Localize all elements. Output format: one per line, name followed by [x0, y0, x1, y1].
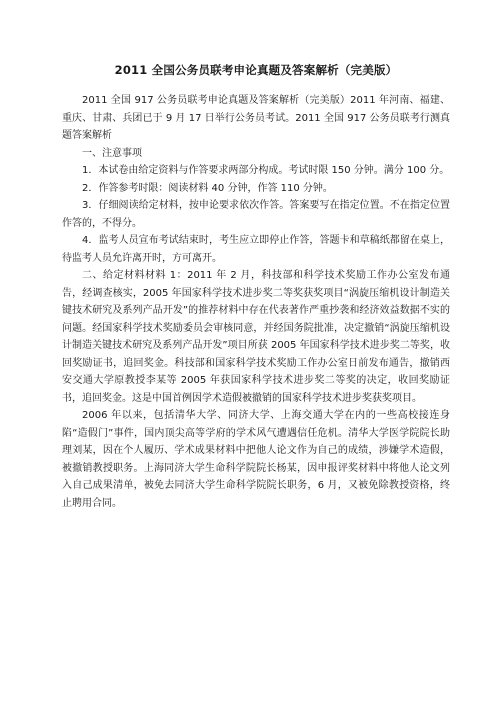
note-item-1: 1．本试卷由给定资料与作答要求两部分构成。考试时限 150 分钟。满分 100 分。 [82, 165, 450, 176]
intro-paragraph: 2011 全国 917 公务员联考申论真题及答案解析（完美版）2011 年河南、福建、重庆、甘肃、兵团已于 9 月 17 日举行公务员考试。2011 全国 917 公务员联考行测真题答案解析 [62, 95, 450, 141]
note-item-4: 4．监考人员宣布考试结束时，考生应立即停止作答，答题卡和草稿纸都留在桌上，待监考人员允许离开时，方可离开。 [62, 235, 450, 264]
document-body [62, 92, 450, 512]
section-heading-notes: 一、注意事项 [82, 147, 142, 159]
material-continuation-paragraph: 2006 年以来，包括清华大学、同济大学、上海交通大学在内的一些高校接连身陷“造假门”事件，国内顶尖高等学府的学术风气遭遇信任危机。清华大学医学院院长助理刘某，因在个人履历、学术成果材料中把他人论文作为自己的成绩，涉嫌学术造假，被撤销教授职务。上海同济大学生命科学院院长杨某，因申报评奖材料中将他人论文列入自己成果清单，被免去同济大学生命科学院院长职务，6 月，又被免除教授资格，终止聘用合同。 [62, 410, 450, 509]
document-title: 2011 全国公务员联考申论真题及答案解析（完美版） [114, 63, 398, 77]
note-item-3: 3．仔细阅读给定材料，按申论要求依次作答。答案要写在指定位置。不在指定位置作答的，不得分。 [62, 200, 450, 229]
note-item-2: 2．作答参考时限：阅读材料 40 分钟，作答 110 分钟。 [82, 182, 333, 194]
material-1-paragraph: 二、给定材料材料 1：2011 年 2 月，科技部和科学技术奖励工作办公室发布通告，经调查核实，2005 年国家科学技术进步奖二等奖获奖项目“涡旋压缩机设计制造关键技术研究及系列产品开发”的推荐材料中存在代表著作严重抄袭和经济效益数据不实的问题。经国家科学技术奖励委员会审核同意，并经国务院批准，决定撤销“涡旋压缩机设计制造关键技术研究及系列产品开发”项目所获 2005 年国家科学技术进步奖二等奖，收回奖励证书，追回奖金。科技部和国家科学技术奖励工作办公室日前发布通告，撤销西安交通大学原教授李某等 2005 年获国家科学技术进步奖二等奖的决定，收回奖励证书，追回奖金。这是中国首例因学术造假被撤销的国家科学技术进步奖获奖项目。 [62, 270, 450, 404]
